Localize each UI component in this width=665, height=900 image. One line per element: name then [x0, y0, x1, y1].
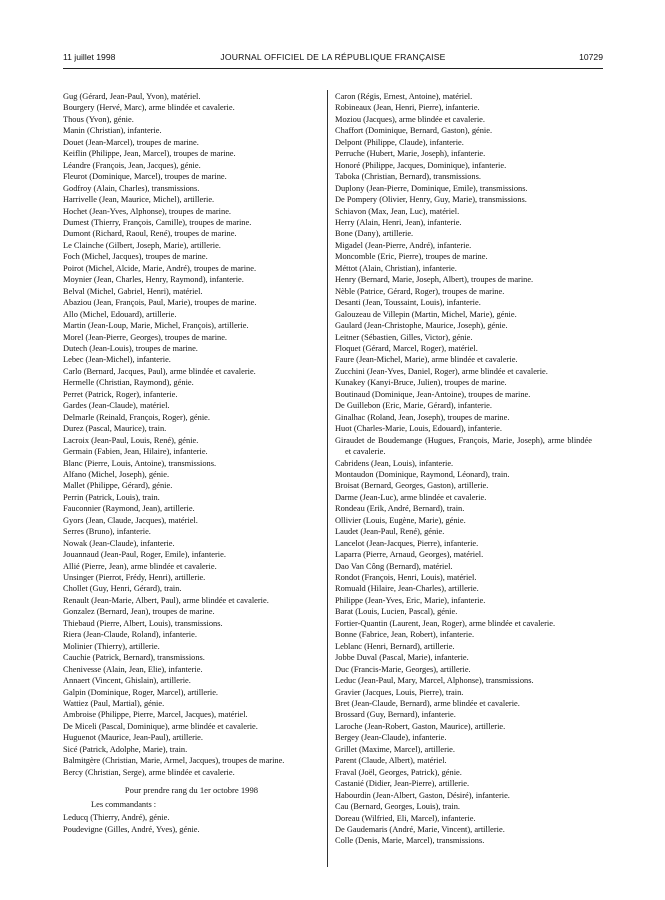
list-item: Huguenot (Maurice, Jean-Paul), artillerie.	[63, 733, 203, 743]
list-item: Gyors (Jean, Claude, Jacques), matériel.	[63, 515, 198, 525]
list-item: Herry (Alain, Henri, Jean), infanterie.	[335, 217, 462, 227]
list-item: Unsinger (Pierrot, Frédy, Henri), artillerie.	[63, 573, 206, 583]
list-item: Doreau (Wilfried, Eli, Marcel), infanterie.	[335, 813, 476, 823]
list-item: Allié (Pierre, Jean), arme blindée et cavalerie.	[63, 561, 217, 571]
list-item: Delpont (Philippe, Claude), infanterie.	[335, 137, 464, 147]
list-item: Desanti (Jean, Toussaint, Louis), infanterie.	[335, 298, 481, 308]
list-item: Colle (Denis, Marie, Marcel), transmissions.	[335, 836, 485, 846]
left-column	[63, 91, 320, 835]
list-item: Huot (Charles-Marie, Louis, Edouard), infanterie.	[335, 424, 502, 434]
list-item: Poirot (Michel, Alcide, Marie, André), troupes de marine.	[63, 263, 257, 273]
list-item: Chaffort (Dominique, Bernard, Gaston), génie.	[335, 126, 493, 136]
list-item: Henry (Bernard, Marie, Joseph, Albert), troupes de marine.	[335, 275, 534, 285]
list-item: Bonne (Fabrice, Jean, Robert), infanterie.	[335, 630, 475, 640]
list-item: Dumest (Thierry, François, Camille), troupes de marine.	[63, 217, 252, 227]
list-item: Foch (Michel, Jacques), troupes de marine.	[63, 252, 208, 262]
list-item: Bourgery (Hervé, Marc), arme blindée et cavalerie.	[63, 103, 235, 113]
list-item: Gardes (Jean-Claude), matériel.	[63, 401, 170, 411]
list-item: Perrin (Patrick, Louis), train.	[63, 492, 160, 502]
section-subtitle: Les commandants :	[91, 799, 157, 809]
list-item: De Pompery (Olivier, Henry, Guy, Marie), transmissions.	[335, 195, 527, 205]
list-item: Allo (Michel, Edouard), artillerie.	[63, 309, 177, 319]
list-item: Harrivelle (Jean, Maurice, Michel), artillerie.	[63, 195, 215, 205]
list-item: Floquet (Gérard, Marcel, Roger), matériel.	[335, 343, 478, 353]
list-item: Poudevigne (Gilles, André, Yves), génie.	[63, 824, 200, 834]
list-item: Carlo (Bernard, Jacques, Paul), arme blindée et cavalerie.	[63, 366, 256, 376]
list-item: Moncomble (Eric, Pierre), troupes de marine.	[335, 252, 488, 262]
list-item: Fauconnier (Raymond, Jean), artillerie.	[63, 504, 195, 514]
page-header	[63, 52, 603, 66]
list-item: Robineaux (Jean, Henri, Pierre), infanterie.	[335, 103, 480, 113]
list-item: Brossard (Guy, Bernard), infanterie.	[335, 710, 456, 720]
list-item: Thous (Yvon), génie.	[63, 114, 134, 124]
list-item: Dutech (Jean-Louis), troupes de marine.	[63, 343, 198, 353]
list-item: Moziou (Jacques), arme blindée et cavalerie.	[335, 114, 485, 124]
list-item: Manin (Christian), infanterie.	[63, 126, 162, 136]
list-item: Fraval (Joël, Georges, Patrick), génie.	[335, 767, 462, 777]
list-item: Perret (Patrick, Roger), infanterie.	[63, 389, 178, 399]
list-item: Abaziou (Jean, François, Paul, Marie), troupes de marine.	[63, 298, 257, 308]
list-item: Jouannaud (Jean-Paul, Roger, Emile), infanterie.	[63, 550, 226, 560]
list-item: Riera (Jean-Claude, Roland), infanterie.	[63, 630, 197, 640]
list-item: Bret (Jean-Claude, Bernard), arme blindée et cavalerie.	[335, 699, 520, 709]
list-item: Ollivier (Louis, Eugène, Marie), génie.	[335, 515, 466, 525]
list-item: Galpin (Dominique, Roger, Marcel), artillerie.	[63, 687, 219, 697]
list-item: De Gaudemaris (André, Marie, Vincent), artillerie.	[335, 825, 505, 834]
list-item: Nowak (Jean-Claude), infanterie.	[63, 538, 175, 548]
list-item: Romuald (Hilaire, Jean-Charles), artillerie.	[335, 584, 479, 594]
list-item: Le Clainche (Gilbert, Joseph, Marie), artillerie.	[63, 240, 221, 250]
section-title: Pour prendre rang du 1er octobre 1998	[124, 785, 259, 796]
list-item: Darme (Jean-Luc), arme blindée et cavalerie.	[335, 492, 487, 502]
list-item: Zucchini (Jean-Yves, Daniel, Roger), arme blindée et cavalerie.	[335, 366, 548, 376]
list-item: Habourdin (Jean-Albert, Gaston, Désiré), infanterie.	[335, 790, 510, 800]
list-item: Thiebaud (Pierre, Albert, Louis), transmissions.	[63, 618, 223, 628]
list-item: Gaulard (Jean-Christophe, Maurice, Joseph), génie.	[335, 321, 508, 331]
list-item: Bergey (Jean-Claude), infanterie.	[335, 733, 447, 743]
list-item: Léandre (François, Jean, Jacques), génie.	[63, 160, 201, 170]
list-item: Ginalhac (Roland, Jean, Joseph), troupes de marine.	[335, 412, 510, 422]
list-item: Faure (Jean-Michel, Marie), arme blindée et cavalerie.	[335, 355, 518, 365]
list-item: Fleurot (Dominique, Marcel), troupes de marine.	[63, 172, 227, 182]
list-item: Blanc (Pierre, Louis, Antoine), transmissions.	[63, 458, 217, 468]
list-item: Nèble (Patrice, Gérard, Roger), troupes de marine.	[335, 286, 505, 296]
list-item: Rondot (François, Henri, Louis), matériel.	[335, 573, 477, 583]
list-item: Laroche (Jean-Robert, Gaston, Maurice), artillerie.	[335, 721, 506, 731]
list-item: Kunakey (Kanyi-Bruce, Julien), troupes de marine.	[335, 378, 507, 388]
list-item: Ambroise (Philippe, Pierre, Marcel, Jacques), matériel.	[63, 710, 248, 720]
list-item: Moynier (Jean, Charles, Henry, Raymond), infanterie.	[63, 275, 244, 285]
list-item: Wattiez (Paul, Martial), génie.	[63, 699, 165, 709]
list-item: Gravier (Jacques, Louis, Pierre), train.	[335, 687, 464, 697]
list-item: Castanié (Didier, Jean-Pierre), artillerie.	[335, 779, 470, 789]
list-item: Laudet (Jean-Paul, René), génie.	[335, 527, 445, 537]
list-item: Annaert (Vincent, Ghislain), artillerie.	[63, 676, 191, 686]
list-item: Schiavon (Max, Jean, Luc), matériel.	[335, 206, 460, 216]
list-item: Gug (Gérard, Jean-Paul, Yvon), matériel.	[63, 92, 201, 101]
header-rule	[63, 68, 603, 69]
list-item: Jobbe Duval (Pascal, Marie), infanterie.	[335, 653, 469, 663]
list-item: Galouzeau de Villepin (Martin, Michel, Marie), génie.	[335, 309, 517, 319]
header-date: 11 juillet 1998	[63, 52, 116, 62]
list-item: Chenivesse (Alain, Jean, Elie), infanterie.	[63, 664, 203, 674]
list-item: Molinier (Thierry), artillerie.	[63, 641, 160, 651]
list-item: Belval (Michel, Gabriel, Henri), matériel.	[63, 286, 203, 296]
list-item: Cabridens (Jean, Louis), infanterie.	[335, 458, 454, 468]
list-item: Durez (Pascal, Maurice), train.	[63, 424, 167, 434]
list-item: Dumont (Richard, Raoul, René), troupes de marine.	[63, 229, 237, 239]
list-item: Grillet (Maxime, Marcel), artillerie.	[335, 744, 455, 754]
list-item: Philippe (Jean-Yves, Eric, Marie), infanterie.	[335, 595, 486, 605]
list-item: Broisat (Bernard, Georges, Gaston), artillerie.	[335, 481, 489, 491]
list-item: De Guillebon (Eric, Marie, Gérard), infanterie.	[335, 401, 492, 411]
list-item: Perruche (Hubert, Marie, Joseph), infanterie.	[335, 149, 486, 159]
list-item: Barat (Louis, Lucien, Pascal), génie.	[335, 607, 458, 617]
list-item: Germain (Fabien, Jean, Hilaire), infanterie.	[63, 447, 208, 457]
list-item: Lebec (Jean-Michel), infanterie.	[63, 355, 171, 365]
list-item: Boutinaud (Dominique, Jean-Antoine), troupes de marine.	[335, 389, 531, 399]
list-item: Alfano (Michel, Joseph), génie.	[63, 469, 170, 479]
list-item: Cauchie (Patrick, Bernard), transmissions.	[63, 653, 205, 663]
list-item: Bercy (Christian, Serge), arme blindée et cavalerie.	[63, 767, 235, 777]
list-item: De Miceli (Pascal, Dominique), arme blindée et cavalerie.	[63, 721, 258, 731]
list-item: Cau (Bernard, Georges, Louis), train.	[335, 802, 460, 812]
list-item: Duplony (Jean-Pierre, Dominique, Emile), transmissions.	[335, 183, 528, 193]
list-item: Gonzalez (Bernard, Jean), troupes de marine.	[63, 607, 215, 617]
list-item: Martin (Jean-Loup, Marie, Michel, François), artillerie.	[63, 321, 249, 331]
list-item: Montaudon (Dominique, Raymond, Léonard), train.	[335, 469, 510, 479]
list-item: Leblanc (Henri, Bernard), artillerie.	[335, 641, 455, 651]
list-item: Migadel (Jean-Pierre, André), infanterie.	[335, 240, 472, 250]
list-item: Mallet (Philippe, Gérard), génie.	[63, 481, 173, 491]
list-item: Taboka (Christian, Bernard), transmissions.	[335, 172, 481, 182]
column-divider	[327, 90, 328, 867]
list-item: Balmitgère (Christian, Marie, Armel, Jacques), troupes de marine.	[63, 756, 285, 766]
header-page-number: 10729	[579, 52, 603, 62]
list-item: Renault (Jean-Marie, Albert, Paul), arme blindée et cavalerie.	[63, 595, 269, 605]
list-item: Keiflin (Philippe, Jean, Marcel), troupes de marine.	[63, 149, 236, 159]
list-item: Méttot (Alain, Christian), infanterie.	[335, 263, 457, 273]
right-column	[335, 91, 592, 847]
list-item: Parent (Claude, Albert), matériel.	[335, 756, 447, 766]
list-item: Duc (Francis-Marie, Georges), artillerie.	[335, 664, 471, 674]
list-item: Lacroix (Jean-Paul, Louis, René), génie.	[63, 435, 199, 445]
list-item: Delmarle (Reinald, François, Roger), génie.	[63, 412, 210, 422]
list-item: Caron (Régis, Ernest, Antoine), matériel.	[335, 92, 473, 101]
list-item: Giraudet de Boudemange (Hugues, François, Marie, Joseph), arme blindée et cavalerie.	[335, 435, 592, 457]
list-item: Chollet (Guy, Henri, Gérard), train.	[63, 584, 182, 594]
list-item: Hochet (Jean-Yves, Alphonse), troupes de marine.	[63, 206, 232, 216]
list-item: Leducq (Thierry, André), génie.	[63, 813, 170, 823]
list-item: Leduc (Jean-Paul, Mary, Marcel, Alphonse), transmissions.	[335, 676, 534, 686]
list-item: Fortier-Quantin (Laurent, Jean, Roger), arme blindée et cavalerie.	[335, 618, 556, 628]
list-item: Leitner (Sébastien, Gilles, Victor), génie.	[335, 332, 473, 342]
list-item: Bone (Dany), artillerie.	[335, 229, 414, 239]
list-item: Douet (Jean-Marcel), troupes de marine.	[63, 137, 199, 147]
list-item: Sicé (Patrick, Adolphe, Marie), train.	[63, 744, 188, 754]
list-item: Lancelot (Jean-Jacques, Pierre), infanterie.	[335, 538, 479, 548]
list-item: Laparra (Pierre, Arnaud, Georges), matériel.	[335, 550, 484, 560]
list-item: Serres (Bruno), infanterie.	[63, 527, 151, 537]
list-item: Honoré (Philippe, Jacques, Dominique), infanterie.	[335, 160, 507, 170]
list-item: Dao Van Công (Bernard), matériel.	[335, 561, 453, 571]
list-item: Hermelle (Christian, Raymond), génie.	[63, 378, 194, 388]
header-journal-title: JOURNAL OFFICIEL DE LA RÉPUBLIQUE FRANÇAISE	[220, 52, 446, 62]
list-item: Morel (Jean-Pierre, Georges), troupes de marine.	[63, 332, 228, 342]
list-item: Rondeau (Erik, André, Bernard), train.	[335, 504, 465, 514]
list-item: Godfroy (Alain, Charles), transmissions.	[63, 183, 200, 193]
